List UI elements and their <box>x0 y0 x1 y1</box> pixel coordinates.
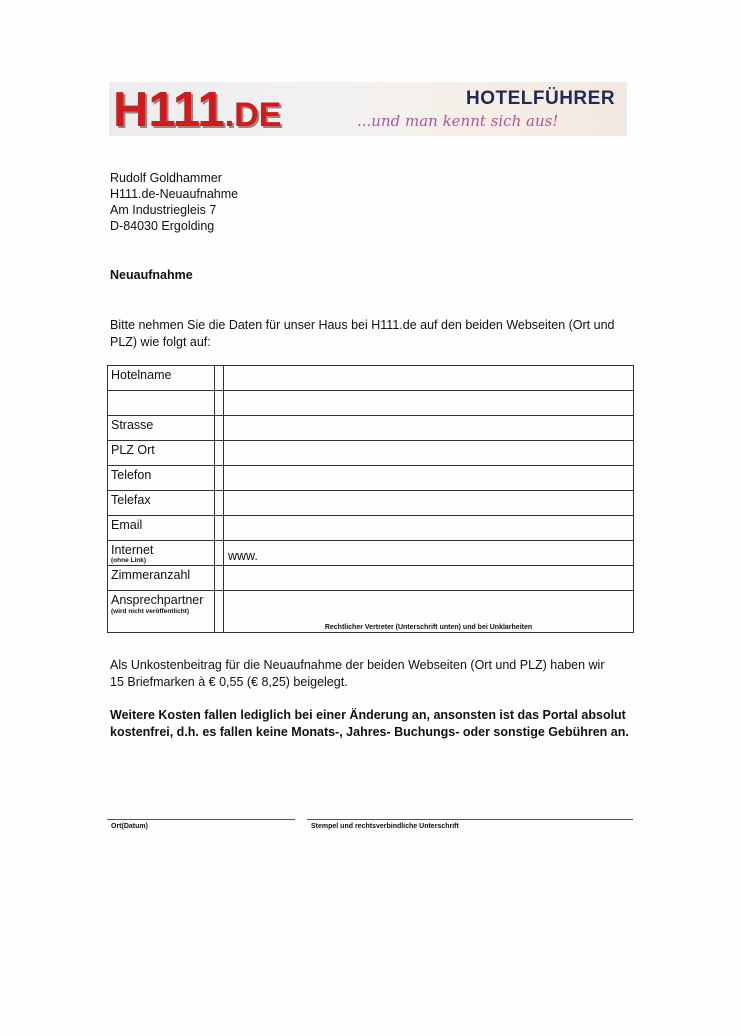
form-row-zimmeranzahl <box>108 566 634 591</box>
form-label: Internet <box>111 543 154 557</box>
form-spacer-cell <box>215 366 224 391</box>
form-spacer-cell <box>215 441 224 466</box>
stamp-signature-label: Stempel und rechtsverbindliche Unterschrift <box>311 823 459 830</box>
telefax-field[interactable] <box>224 491 634 516</box>
place-date-line[interactable] <box>107 819 295 820</box>
form-label-cell <box>108 366 215 391</box>
logo-mark-suffix: .DE <box>224 96 282 134</box>
logo-mark: H111 <box>113 83 225 137</box>
intro-line-2: PLZ) wie folgt auf: <box>110 335 211 349</box>
form-label-cell <box>108 591 215 633</box>
form-row-plz-ort <box>108 441 634 466</box>
address-line-3: Am Industriegleis 7 <box>110 203 217 217</box>
form-row-hotelname <box>108 366 634 391</box>
form-label: Ansprechpartner <box>111 593 204 607</box>
form-label-note: (wird nicht veröffentlicht) <box>111 608 189 615</box>
form-label-cell <box>108 516 215 541</box>
form-spacer-cell <box>215 466 224 491</box>
hotelname-cont-field[interactable] <box>224 391 634 416</box>
form-spacer-cell <box>215 541 224 566</box>
form-label-cell <box>108 566 215 591</box>
address-line-2: H111.de-Neuaufnahme <box>110 187 239 201</box>
form-spacer-cell <box>215 391 224 416</box>
form-label-cell <box>108 466 215 491</box>
form-row-hotelname-cont <box>108 391 634 416</box>
form-label: PLZ Ort <box>111 443 155 457</box>
form-label-cell <box>108 491 215 516</box>
form-row-telefon <box>108 466 634 491</box>
subject-heading: Neuaufnahme <box>110 268 193 282</box>
form-spacer-cell <box>215 491 224 516</box>
form-value-note: Rechtlicher Vertreter (Unterschrift unten) und bei Unklarheiten <box>324 624 533 631</box>
form-row-telefax <box>108 491 634 516</box>
form-row-internet <box>108 541 634 566</box>
h111-logo <box>113 82 281 138</box>
hotelname-field[interactable] <box>224 366 634 391</box>
form-row-strasse <box>108 416 634 441</box>
fee-line-1: Als Unkostenbeitrag für die Neuaufnahme der beiden Webseiten (Ort und PLZ) haben wir <box>110 658 605 672</box>
hotel-data-form <box>107 365 634 633</box>
form-label-cell <box>108 391 215 416</box>
form-row-email <box>108 516 634 541</box>
form-value: www. <box>228 549 258 563</box>
form-spacer-cell <box>215 566 224 591</box>
form-label: Strasse <box>111 418 154 432</box>
logo-slogan: ...und man kennt sich aus! <box>357 112 559 130</box>
form-label-cell <box>108 541 215 566</box>
form-label: Email <box>111 518 143 532</box>
form-label-cell <box>108 416 215 441</box>
telefon-field[interactable] <box>224 466 634 491</box>
form-label: Hotelname <box>111 368 172 382</box>
form-label-note: (ohne Link) <box>111 557 147 564</box>
form-spacer-cell <box>215 416 224 441</box>
internet-field[interactable] <box>224 541 634 566</box>
email-field[interactable] <box>224 516 634 541</box>
fee-line-2: 15 Briefmarken à € 0,55 (€ 8,25) beigelegt. <box>110 675 348 689</box>
form-label-cell <box>108 441 215 466</box>
intro-line-1: Bitte nehmen Sie die Daten für unser Haus bei H111.de auf den beiden Webseiten (Ort und <box>110 318 615 332</box>
zimmeranzahl-field[interactable] <box>224 566 634 591</box>
address-line-4: D-84030 Ergolding <box>110 219 215 233</box>
notice-line-2: kostenfrei, d.h. es fallen keine Monats-, Jahres- Buchungs- oder sonstige Gebühren an. <box>110 725 629 739</box>
form-row-ansprechpartner <box>108 591 634 633</box>
form-spacer-cell <box>215 591 224 633</box>
ansprechpartner-field[interactable] <box>224 591 634 633</box>
form-label: Telefax <box>111 493 151 507</box>
plz-ort-field[interactable] <box>224 441 634 466</box>
form-label: Telefon <box>111 468 152 482</box>
notice-line-1: Weitere Kosten fallen lediglich bei einer Änderung an, ansonsten ist das Portal absolut <box>110 708 626 722</box>
form-spacer-cell <box>215 516 224 541</box>
logo-subtitle: HOTELFÜHRER <box>466 88 616 109</box>
strasse-field[interactable] <box>224 416 634 441</box>
logo-banner <box>109 82 627 136</box>
signature-line[interactable] <box>307 819 633 820</box>
form-label: Zimmeranzahl <box>111 568 191 582</box>
address-line-1: Rudolf Goldhammer <box>110 171 222 185</box>
place-date-label: Ort(Datum) <box>111 823 148 830</box>
